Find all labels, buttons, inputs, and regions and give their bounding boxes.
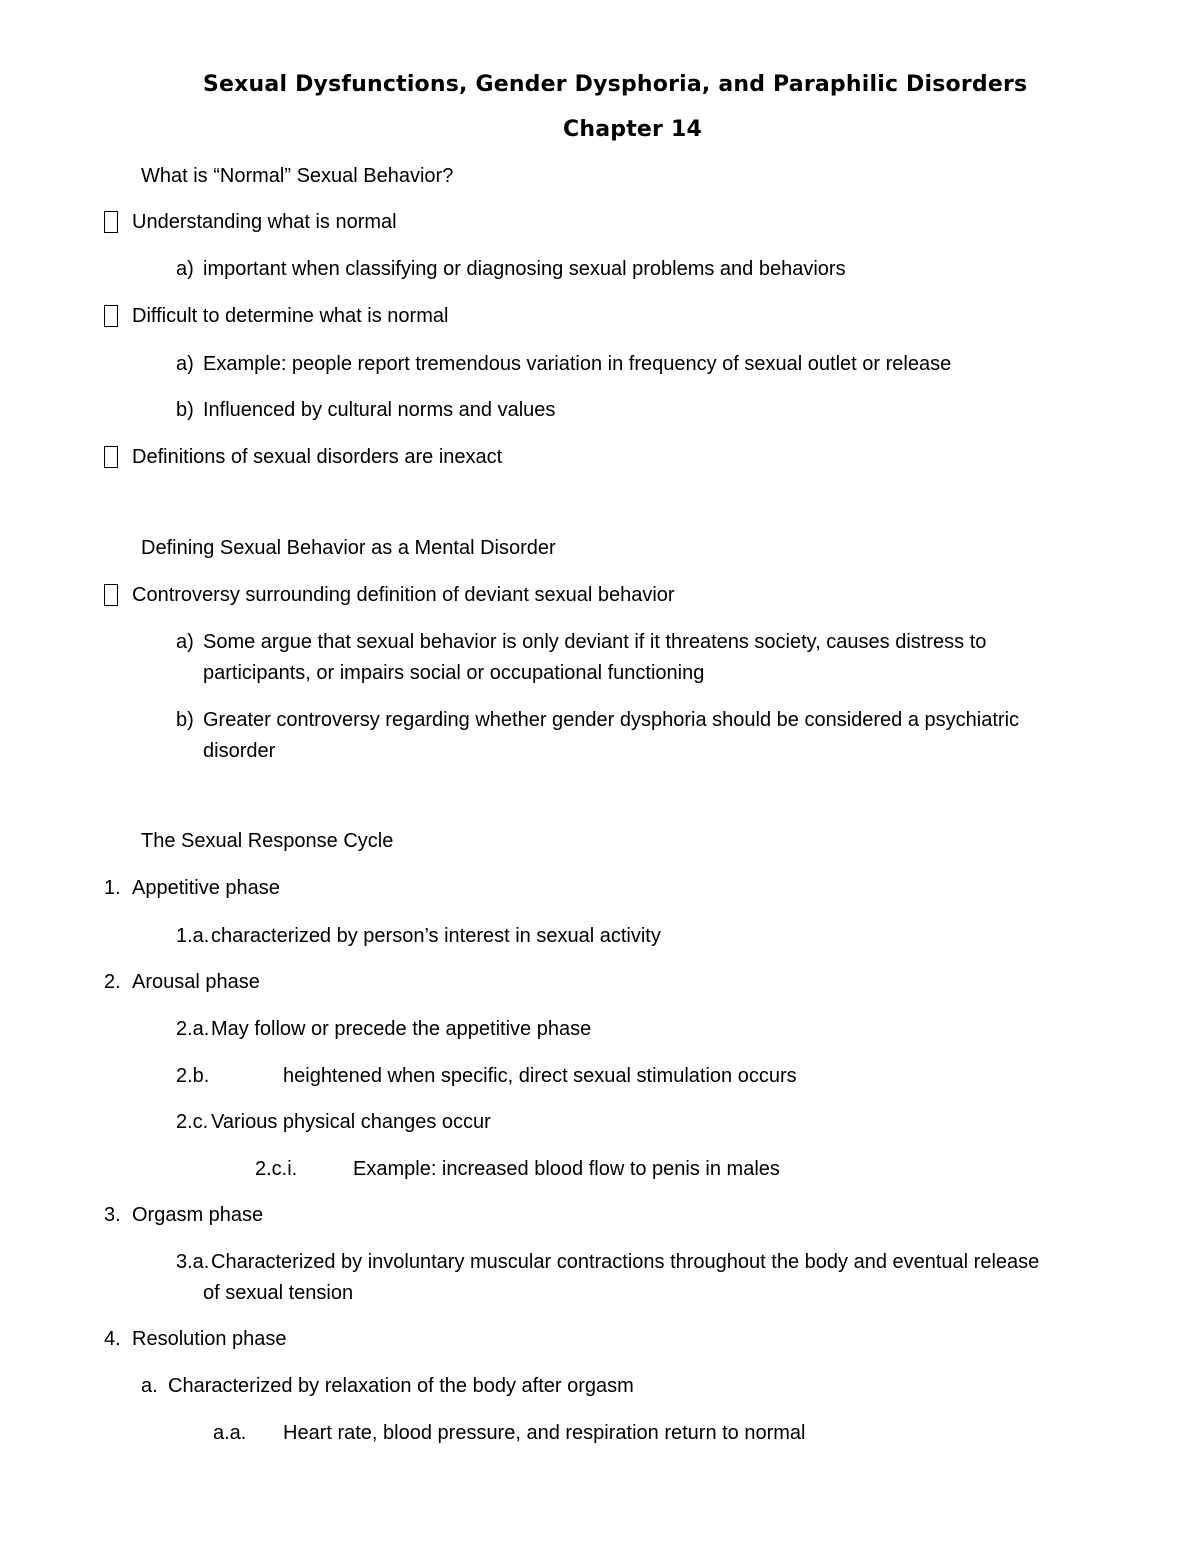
section-heading-response-cycle: The Sexual Response Cycle [141, 830, 394, 852]
list-marker: 3.a. [176, 1251, 210, 1273]
phase-appetitive-detail: characterized by person’s interest in sexual activity [211, 925, 661, 947]
list-marker: a) [176, 258, 194, 280]
list-marker: a) [176, 631, 194, 653]
section-heading-mental-disorder: Defining Sexual Behavior as a Mental Disorder [141, 537, 556, 559]
sub-bullet-cultural-norms: Influenced by cultural norms and values [203, 399, 556, 421]
list-marker: 2.c.i. [255, 1158, 298, 1180]
list-marker: a.a. [213, 1422, 247, 1444]
phase-orgasm-detail-line1: Characterized by involuntary muscular contractions throughout the body and eventual release [211, 1251, 1040, 1273]
sub-bullet-deviant-line1: Some argue that sexual behavior is only deviant if it threatens society, causes distress to [203, 631, 987, 653]
phase-arousal-detail-b: heightened when specific, direct sexual stimulation occurs [283, 1065, 797, 1087]
bullet-understanding-normal: Understanding what is normal [132, 211, 397, 233]
list-marker: 2.b. [176, 1065, 210, 1087]
bullet-difficult-determine: Difficult to determine what is normal [132, 305, 449, 327]
bullet-box-icon [104, 305, 118, 327]
list-marker: a) [176, 353, 194, 375]
sub-bullet-variation: Example: people report tremendous variation in frequency of sexual outlet or release [203, 353, 952, 375]
phase-resolution-detail: Characterized by relaxation of the body after orgasm [168, 1375, 634, 1397]
bullet-box-icon [104, 211, 118, 233]
sub-bullet-gender-dysphoria-line2: disorder [203, 740, 276, 762]
section-heading-normal-behavior: What is “Normal” Sexual Behavior? [141, 165, 454, 187]
bullet-box-icon [104, 584, 118, 606]
sub-bullet-deviant-line2: participants, or impairs social or occupational functioning [203, 662, 705, 684]
sub-bullet-gender-dysphoria-line1: Greater controversy regarding whether gender dysphoria should be considered a psychiatric [203, 709, 1020, 731]
sub-bullet-classifying: important when classifying or diagnosing sexual problems and behaviors [203, 258, 846, 280]
bullet-controversy-deviant: Controversy surrounding definition of deviant sexual behavior [132, 584, 675, 606]
phase-arousal: Arousal phase [132, 971, 260, 993]
bullet-box-icon [104, 446, 118, 468]
phase-arousal-detail-a: May follow or precede the appetitive phase [211, 1018, 592, 1040]
list-marker: 4. [104, 1328, 121, 1350]
list-marker: b) [176, 709, 194, 731]
list-marker: 2. [104, 971, 121, 993]
list-marker: 2.c. [176, 1111, 209, 1133]
list-marker: a. [141, 1375, 158, 1397]
phase-arousal-example: Example: increased blood flow to penis in males [353, 1158, 780, 1180]
phase-resolution: Resolution phase [132, 1328, 287, 1350]
phase-resolution-example: Heart rate, blood pressure, and respiration return to normal [283, 1422, 806, 1444]
list-marker: 1.a. [176, 925, 210, 947]
chapter-heading: Chapter 14 [563, 117, 702, 142]
list-marker: 3. [104, 1204, 121, 1226]
list-marker: 1. [104, 877, 121, 899]
phase-arousal-detail-c: Various physical changes occur [211, 1111, 491, 1133]
phase-orgasm-detail-line2: of sexual tension [203, 1282, 354, 1304]
list-marker: b) [176, 399, 194, 421]
phase-orgasm: Orgasm phase [132, 1204, 264, 1226]
document-title: Sexual Dysfunctions, Gender Dysphoria, and Paraphilic Disorders [203, 72, 1028, 97]
list-marker: 2.a. [176, 1018, 210, 1040]
bullet-definitions-inexact: Definitions of sexual disorders are inexact [132, 446, 503, 468]
phase-appetitive: Appetitive phase [132, 877, 280, 899]
